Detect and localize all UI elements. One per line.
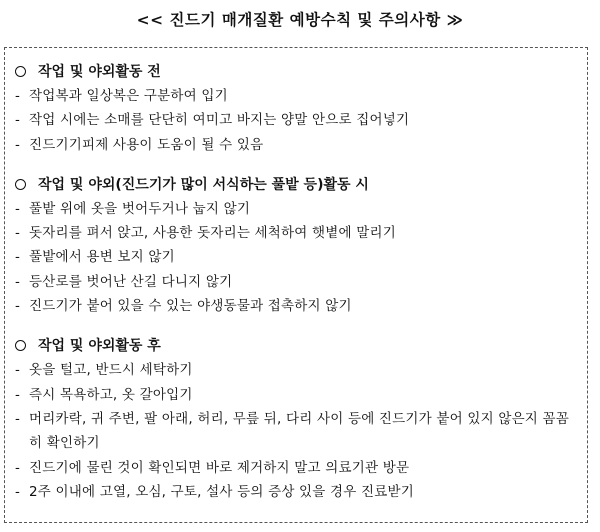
- list-item: [15, 383, 577, 407]
- list-item-text: 즉시 목욕하고, 옷 갈아입기: [29, 386, 193, 403]
- list-item-text: 2주 이내에 고열, 오심, 구토, 설사 등의 증상 있을 경우 진료받기: [29, 483, 414, 500]
- content-box: [4, 47, 588, 523]
- list-item-text: 돗자리를 펴서 앉고, 사용한 돗자리는 세척하여 햇볕에 말리기: [29, 225, 396, 242]
- dash-bullet: -: [15, 225, 20, 242]
- list-item: [15, 108, 577, 132]
- dash-bullet: -: [15, 459, 20, 476]
- list-item-text: 등산로를 벗어난 산길 다니지 않기: [29, 273, 233, 290]
- dash-bullet: -: [15, 410, 20, 427]
- section-heading-text: 작업 및 야외(진드기가 많이 서식하는 풀밭 등)활동 시: [38, 176, 369, 193]
- list-item: [15, 358, 577, 382]
- list-item: [15, 407, 577, 456]
- section-after-activity: [15, 334, 577, 504]
- section-heading: [15, 60, 577, 84]
- list-item: [15, 270, 577, 294]
- section-heading: [15, 334, 577, 358]
- list-item-text: 진드기가 붙어 있을 수 있는 야생동물과 접촉하지 않기: [29, 298, 352, 315]
- document-title: << 진드기 매개질환 예방수칙 및 주의사항 ≫: [136, 11, 464, 29]
- dash-bullet: -: [15, 200, 20, 217]
- dash-bullet: -: [15, 249, 20, 266]
- list-item: [15, 456, 577, 480]
- list-item-text: 풀밭 위에 옷을 벗어두거나 눕지 않기: [29, 200, 251, 217]
- section-before-activity: [15, 60, 577, 157]
- circle-bullet-icon: [15, 66, 26, 77]
- dash-bullet: -: [15, 136, 20, 153]
- list-item-text: 진드기기피제 사용이 도움이 될 수 있음: [29, 136, 264, 153]
- list-item-text: 진드기에 물린 것이 확인되면 바로 제거하지 말고 의료기관 방문: [29, 459, 410, 476]
- dash-bullet: -: [15, 362, 20, 379]
- list-item: [15, 133, 577, 157]
- list-item-text: 풀밭에서 용변 보지 않기: [29, 249, 175, 266]
- section-heading-text: 작업 및 야외활동 전: [38, 64, 161, 80]
- section-during-activity: [15, 173, 577, 318]
- list-item-text: 작업복과 일상복은 구분하여 입기: [29, 88, 228, 104]
- dash-bullet: -: [15, 483, 20, 500]
- section-heading-text: 작업 및 야외활동 후: [38, 338, 161, 355]
- list-item-text: 작업 시에는 소매를 단단히 여미고 바지는 양말 안으로 집어넣기: [29, 112, 410, 129]
- dash-bullet: -: [15, 273, 20, 290]
- dash-bullet: -: [15, 298, 20, 315]
- list-item: [15, 480, 577, 504]
- list-item: [15, 197, 577, 221]
- circle-bullet-icon: [15, 179, 26, 190]
- list-item: [15, 221, 577, 245]
- list-item: [15, 245, 577, 269]
- dash-bullet: -: [15, 386, 20, 403]
- list-item-text: 머리카락, 귀 주변, 팔 아래, 허리, 무릎 뒤, 다리 사이 등에 진드기가 붙어 있지 않은지 꼼꼼히 확인하기: [29, 410, 570, 452]
- list-item: [15, 294, 577, 318]
- circle-bullet-icon: [15, 340, 26, 351]
- dash-bullet: -: [15, 112, 20, 129]
- section-heading: [15, 173, 577, 197]
- list-item: [15, 84, 577, 108]
- list-item-text: 옷을 털고, 반드시 세탁하기: [29, 362, 193, 379]
- dash-bullet: -: [15, 88, 20, 104]
